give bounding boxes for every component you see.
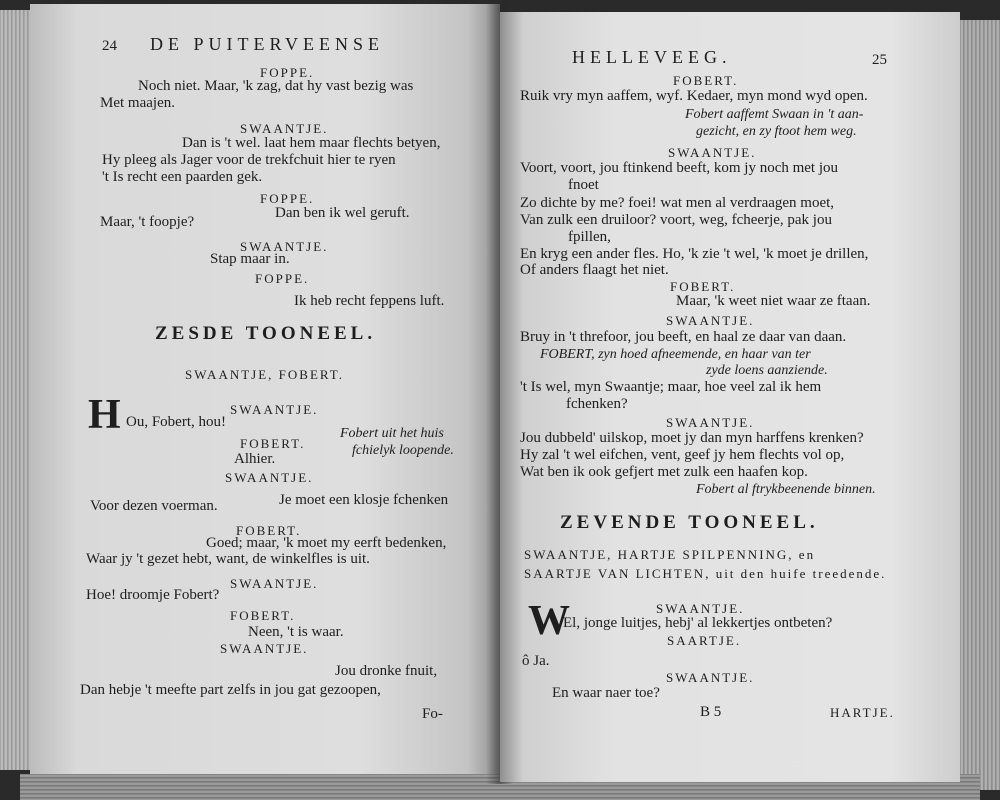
- verse-line: ô Ja.: [522, 653, 550, 669]
- scene-title: ZESDE TOONEEL.: [155, 323, 377, 344]
- speaker-label: SWAANTJE.: [225, 470, 314, 485]
- speaker-label: SWAANTJE.: [666, 313, 755, 328]
- speaker-label: SWAANTJE.: [666, 670, 755, 685]
- speaker-label: SWAANTJE.: [240, 239, 329, 254]
- page-number: 24: [102, 38, 117, 54]
- verse-line: Dan ben ik wel geruft.: [275, 205, 410, 221]
- verse-line: El, jonge luitjes, hebj' al lekkertjes ontbeten?: [563, 615, 833, 631]
- verse-line: fchenken?: [566, 396, 628, 412]
- verse-line: Bruy in 't threfoor, jou beeft, en haal ze daar van daan.: [520, 329, 847, 345]
- verse-line: 't Is recht een paarden gek.: [102, 169, 263, 185]
- catchword: HARTJE.: [830, 705, 895, 720]
- stage-direction: Fobert uit het huis: [340, 426, 444, 441]
- verse-line: Dan is 't wel. laat hem maar flechts betyen,: [182, 135, 441, 151]
- speaker-label: FOPPE.: [260, 191, 315, 206]
- speaker-label: SWAANTJE.: [230, 576, 319, 591]
- verse-line: Alhier.: [234, 451, 276, 467]
- verse-line: En waar naer toe?: [552, 685, 660, 701]
- verse-line: Ik heb recht feppens luft.: [294, 293, 445, 309]
- verse-line: Met maajen.: [100, 95, 175, 111]
- verse-line: Of anders flaagt het niet.: [520, 262, 669, 278]
- verse-line: Hy pleeg als Jager voor de trekfchuit hier te ryen: [102, 152, 396, 168]
- speaker-label: FOPPE.: [255, 271, 310, 286]
- scene-characters: SAARTJE VAN LICHTEN, uit den huife treedende.: [524, 566, 887, 581]
- verse-line: Noch niet. Maar, 'k zag, dat hy vast bezig was: [138, 78, 414, 94]
- speaker-label: SWAANTJE.: [668, 145, 757, 160]
- verse-line: Je moet een klosje fchenken: [279, 492, 449, 508]
- verse-line: Ou, Fobert, hou!: [126, 414, 226, 430]
- stage-direction: FOBERT, zyn hoed afneemende, en haar van ter: [540, 347, 811, 362]
- speaker-label: FOBERT.: [236, 523, 302, 538]
- scene-characters: SWAANTJE, HARTJE SPILPENNING, en: [524, 547, 816, 562]
- running-head: DE PUITERVEENSE: [150, 34, 385, 54]
- verse-line: Stap maar in.: [210, 251, 290, 267]
- verse-line: Voort, voort, jou ftinkend beeft, kom jy noch met jou: [520, 160, 839, 176]
- speaker-label: FOPPE.: [260, 65, 315, 80]
- verse-line: Hoe! droomje Fobert?: [86, 587, 220, 603]
- speaker-label: FOBERT.: [230, 608, 296, 623]
- speaker-label: SWAANTJE.: [220, 641, 309, 656]
- speaker-label: SAARTJE.: [667, 633, 742, 648]
- verse-line: Ruik vry myn aaffem, wyf. Kedaer, myn mond wyd open.: [520, 88, 868, 104]
- speaker-label: FOBERT.: [673, 73, 739, 88]
- stage-direction: fchielyk loopende.: [352, 443, 454, 458]
- verse-line: fnoet: [568, 177, 599, 193]
- verse-line: Maar, 't foopje?: [100, 214, 195, 230]
- page-stack-right: [955, 20, 1000, 790]
- verse-line: Waar jy 't gezet hebt, want, de winkelfles is uit.: [86, 551, 370, 567]
- verse-line: Neen, 't is waar.: [248, 624, 344, 640]
- running-head: HELLEVEEG.: [572, 47, 732, 67]
- verse-line: Zo dichte by me? foei! wat men al verdraagen moet,: [520, 195, 835, 211]
- stage-direction: zyde loens aanziende.: [706, 363, 828, 378]
- verse-line: fpillen,: [568, 229, 611, 245]
- verse-line: Goed; maar, 'k moet my eerft bedenken,: [206, 535, 447, 551]
- verse-line: Wat ben ik ook gefjert met zulk een haafen kop.: [520, 464, 808, 480]
- drop-capital: W: [528, 598, 570, 644]
- stage-direction: Fobert aaffemt Swaan in 't aan-: [685, 107, 864, 122]
- verse-line: Jou dubbeld' uilskop, moet jy dan myn harffens krenken?: [520, 430, 864, 446]
- speaker-label: SWAANTJE.: [240, 121, 329, 136]
- speaker-label: FOBERT.: [670, 279, 736, 294]
- stage-direction: gezicht, en zy ftoot hem weg.: [696, 124, 857, 139]
- speaker-label: SWAANTJE.: [656, 601, 745, 616]
- verse-line: Voor dezen voerman.: [90, 498, 218, 514]
- scene-title: ZEVENDE TOONEEL.: [560, 512, 819, 533]
- right-page: [500, 12, 960, 782]
- verse-line: Hy zal 't wel eifchen, vent, geef jy hem flechts vol op,: [520, 447, 845, 463]
- verse-line: Maar, 'k weet niet waar ze ftaan.: [676, 293, 871, 309]
- verse-line: 't Is wel, myn Swaantje; maar, hoe veel zal ik hem: [520, 379, 822, 395]
- signature-mark: B 5: [700, 704, 722, 720]
- speaker-label: SWAANTJE.: [666, 415, 755, 430]
- verse-line: Jou dronke fnuit,: [335, 663, 438, 679]
- left-page: [30, 4, 500, 774]
- speaker-label: SWAANTJE.: [230, 402, 319, 417]
- scene-characters: SWAANTJE, FOBERT.: [185, 367, 345, 382]
- stage-direction: Fobert al ftrykbeenende binnen.: [696, 482, 876, 497]
- catchword: Fo-: [422, 706, 443, 722]
- verse-line: Van zulk een druiloor? voort, weg, fcheerje, pak jou: [520, 212, 832, 228]
- page-number: 25: [872, 52, 887, 68]
- verse-line: Dan hebje 't meefte part zelfs in jou gat gezoopen,: [80, 682, 381, 698]
- drop-capital: H: [88, 392, 121, 438]
- speaker-label: FOBERT.: [240, 436, 306, 451]
- verse-line: En kryg een ander fles. Ho, 'k zie 't wel, 'k moet je drillen,: [520, 246, 869, 262]
